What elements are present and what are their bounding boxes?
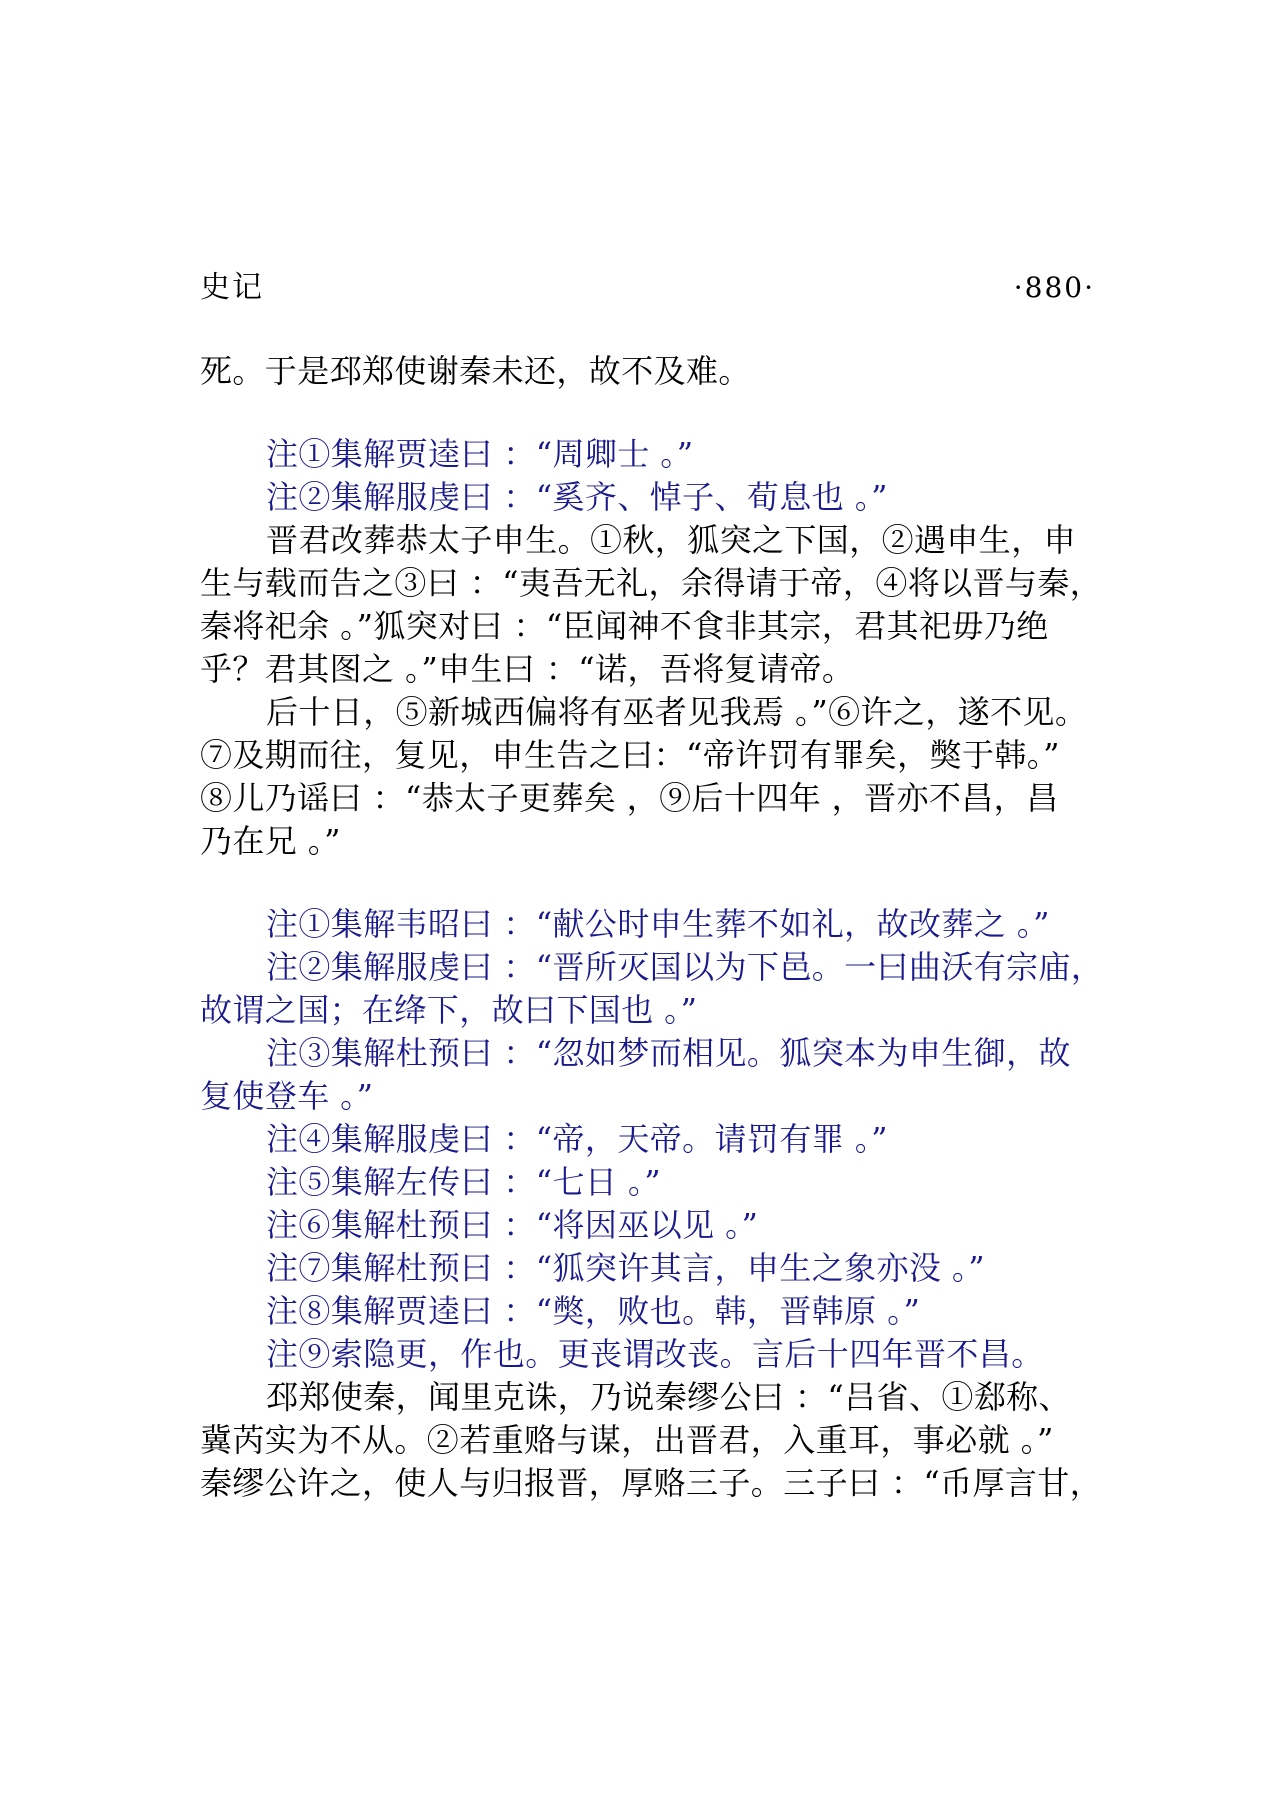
text-line: 秦缪公许之，使人与归报晋，厚赂三子。三子曰 ：“币厚言甘，	[200, 1464, 1103, 1502]
text-line: 晋君改葬恭太子申生。①秋，狐突之下国，②遇申生，申	[266, 521, 1077, 559]
paragraph-gap	[200, 863, 1100, 903]
annotation-line: 注②集解服虔曰 ：“奚齐、悼子、荀息也 。”	[266, 478, 888, 516]
text-line: 乎？君其图之 。”申生曰 ：“诺，吾将复请帝。	[200, 650, 855, 688]
text-line: 冀芮实为不从。②若重赂与谋，出晋君，入重耳，事必就 。”	[200, 1421, 1054, 1459]
text-line: 乃在兄 。”	[200, 822, 341, 860]
text-line: 死。于是邳郑使谢秦未还，故不及难。	[200, 352, 751, 390]
text-line: 秦将祀余 。”狐突对曰 ：“臣闻神不食非其宗，君其祀毋乃绝	[200, 607, 1049, 645]
annotation-line: 故谓之国；在绛下，故曰下国也 。”	[200, 991, 698, 1029]
annotation-line: 注⑤集解左传曰 ：“七日 。”	[266, 1163, 662, 1201]
annotation-line: 注①集解贾逵曰 ：“周卿士 。”	[266, 435, 694, 473]
page-body	[200, 350, 1104, 1505]
annotation-line: 注④集解服虔曰 ：“帝，天帝。请罚有罪 。”	[266, 1120, 888, 1158]
annotation-line: 注⑧集解贾逵曰 ：“獘，败也。韩，晋韩原 。”	[266, 1292, 921, 1330]
annotation-line: 注②集解服虔曰 ：“晋所灭国以为下邑。一曰曲沃有宗庙，	[266, 948, 1104, 986]
page-number: ·880·	[1013, 271, 1095, 304]
running-title: 史记	[200, 270, 264, 305]
annotation-line: 复使登车 。”	[200, 1077, 374, 1115]
paragraph-gap	[200, 393, 1100, 433]
text-line: 生与载而告之③曰 ：“夷吾无礼，余得请于帝，④将以晋与秦，	[200, 564, 1103, 602]
annotation-line: 注③集解杜预曰 ：“忽如梦而相见。狐突本为申生御，故	[266, 1034, 1071, 1072]
annotation-line: 注⑦集解杜预曰 ：“狐突许其言，申生之象亦没 。”	[266, 1249, 986, 1287]
annotation-line: 注①集解韦昭曰 ：“献公时申生葬不如礼，故改葬之 。”	[266, 905, 1050, 943]
text-line: 邳郑使秦，闻里克诛，乃说秦缪公曰 ：“吕省、①郄称、	[266, 1378, 1071, 1416]
text-line: ⑦及期而往，复见，申生告之曰：“帝许罚有罪矣，獘于韩。”	[200, 736, 1060, 774]
annotation-line: 注⑥集解杜预曰 ：“将因巫以见 。”	[266, 1206, 759, 1244]
text-line: ⑧儿乃谣曰 ：“恭太子更葬矣 ，⑨后十四年 ，晋亦不昌，昌	[200, 779, 1059, 817]
annotation-line: 注⑨索隐更，作也。更丧谓改丧。言后十四年晋不昌。	[266, 1335, 1044, 1373]
text-line: 后十日，⑤新城西偏将有巫者见我焉 。”⑥许之，遂不见。	[266, 693, 1088, 731]
